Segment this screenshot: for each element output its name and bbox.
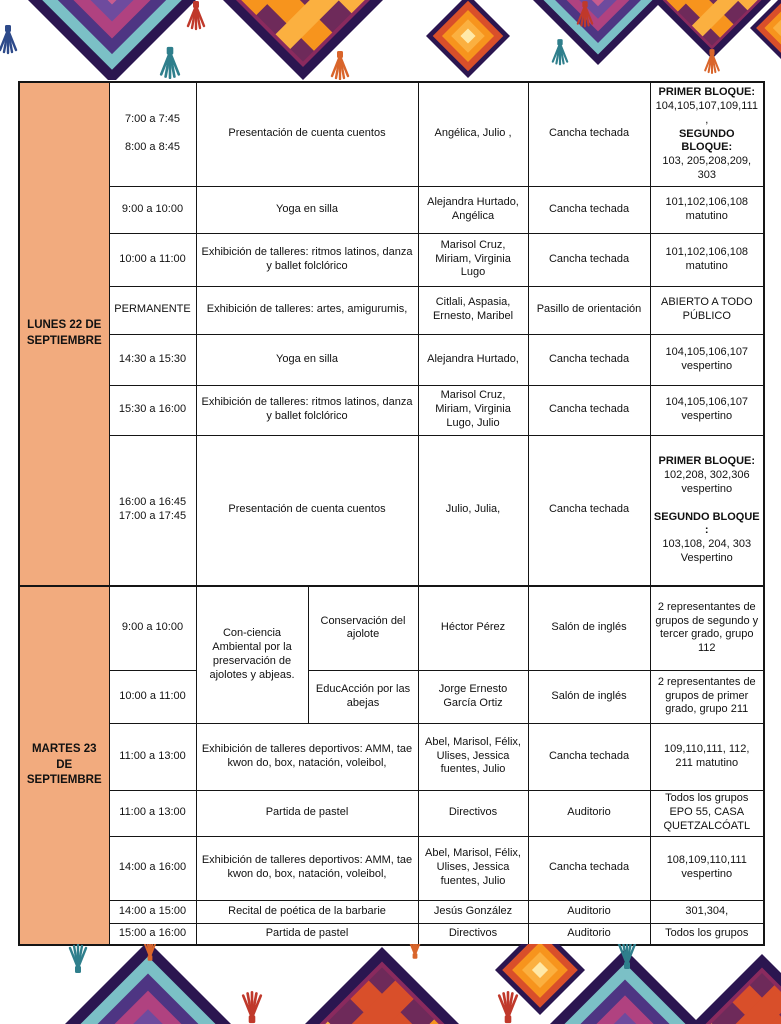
activity-cell: Exhibición de talleres: ritmos latinos, danza y ballet folclórico: [196, 233, 418, 286]
people-cell: Jorge Ernesto García Ortiz: [418, 670, 528, 723]
place-cell: Cancha techada: [528, 82, 650, 186]
table-row: [19, 385, 764, 435]
people-cell: Julio, Julia,: [418, 435, 528, 586]
activity-cell: Exhibición de talleres: artes, amigurumis,: [196, 286, 418, 334]
time-cell: 15:00 a 16:00: [109, 923, 196, 945]
activity-cell: Recital de poética de la barbarie: [196, 900, 418, 923]
top-border-art: [0, 0, 781, 80]
tassel: [553, 39, 567, 64]
people-cell: Angélica, Julio ,: [418, 82, 528, 186]
people-cell: Alejandra Hurtado, Angélica: [418, 186, 528, 233]
table-row: [19, 670, 764, 723]
time-cell: 7:00 a 7:45 8:00 a 8:45: [109, 82, 196, 186]
place-cell: Cancha techada: [528, 435, 650, 586]
tassel: [409, 944, 422, 959]
groups-cell: 101,102,106,108 matutino: [650, 186, 764, 233]
place-cell: Pasillo de orientación: [528, 286, 650, 334]
tassel: [243, 992, 261, 1023]
gods-eye-diamond-motif: [0, 0, 254, 80]
place-cell: Cancha techada: [528, 723, 650, 790]
place-cell: Auditorio: [528, 923, 650, 945]
people-cell: Abel, Marisol, Félix, Ulises, Jessica fuentes, Julio: [418, 723, 528, 790]
table-row: [19, 923, 764, 945]
table-row: [19, 723, 764, 790]
schedule-table: [18, 81, 765, 946]
people-cell: Citlali, Aspasia, Ernesto, Maribel: [418, 286, 528, 334]
tassel: [499, 992, 517, 1023]
groups-cell: 104,105,106,107 vespertino: [650, 334, 764, 385]
table-row: [19, 286, 764, 334]
activity-sub-cell: EducAcción por las abejas: [308, 670, 418, 723]
groups-cell: 101,102,106,108 matutino: [650, 233, 764, 286]
activity-cell: Yoga en silla: [196, 334, 418, 385]
people-cell: Alejandra Hurtado,: [418, 334, 528, 385]
people-cell: Jesús González: [418, 900, 528, 923]
place-cell: Auditorio: [528, 790, 650, 836]
groups-cell: 108,109,110,111 vespertino: [650, 836, 764, 900]
people-cell: Directivos: [418, 790, 528, 836]
place-cell: Cancha techada: [528, 334, 650, 385]
table-row: [19, 586, 764, 670]
people-cell: Abel, Marisol, Félix, Ulises, Jessica fuentes, Julio: [418, 836, 528, 900]
time-cell: 11:00 a 13:00: [109, 790, 196, 836]
tassel: [332, 51, 348, 79]
people-cell: Directivos: [418, 923, 528, 945]
groups-cell: 301,304,: [650, 900, 764, 923]
time-cell: 10:00 a 11:00: [109, 670, 196, 723]
groups-cell: ABIERTO A TODO PÚBLICO: [650, 286, 764, 334]
table-row: [19, 836, 764, 900]
bottom-border-decoration: [0, 944, 781, 1024]
table-row: [19, 186, 764, 233]
table-row: [19, 790, 764, 836]
table-row: [19, 900, 764, 923]
people-cell: Marisol Cruz, Miriam, Virginia Lugo: [418, 233, 528, 286]
people-cell: Marisol Cruz, Miriam, Virginia Lugo, Julio: [418, 385, 528, 435]
activity-cell: Exhibición de talleres deportivos: AMM, tae kwon do, box, natación, voleibol,: [196, 836, 418, 900]
activity-cell: Exhibición de talleres deportivos: AMM, tae kwon do, box, natación, voleibol,: [196, 723, 418, 790]
activity-sub-cell: Conservación del ajolote: [308, 586, 418, 670]
groups-cell: 2 representantes de grupos de primer grado, grupo 211: [650, 670, 764, 723]
schedule-body: [19, 82, 764, 945]
time-cell: 9:00 a 10:00: [109, 186, 196, 233]
day-cell: MARTES 23 DE SEPTIEMBRE: [19, 586, 109, 945]
groups-cell: PRIMER BLOQUE: 102,208, 302,306 vespertino SEGUNDO BLOQUE : 103,108, 204, 303 Vespertino: [650, 435, 764, 586]
activity-cell: Presentación de cuenta cuentos: [196, 435, 418, 586]
table-row: [19, 82, 764, 186]
tassel: [0, 25, 16, 53]
time-cell: 9:00 a 10:00: [109, 586, 196, 670]
groups-cell: PRIMER BLOQUE: 104,105,107,109,111 , SEGUNDO BLOQUE: 103, 205,208,209, 303: [650, 82, 764, 186]
table-row: [19, 334, 764, 385]
activity-cell: Yoga en silla: [196, 186, 418, 233]
time-cell: 11:00 a 13:00: [109, 723, 196, 790]
place-cell: Salón de inglés: [528, 586, 650, 670]
bottom-border-art: [0, 944, 781, 1024]
glow-diamond-motif: [426, 0, 510, 78]
activity-cell: Exhibición de talleres: ritmos latinos, danza y ballet folclórico: [196, 385, 418, 435]
place-cell: Cancha techada: [528, 836, 650, 900]
activity-main-cell: Con-ciencia Ambiental por la preservación de ajolotes y abjeas.: [196, 586, 308, 723]
place-cell: Salón de inglés: [528, 670, 650, 723]
groups-cell: 2 representantes de grupos de segundo y tercer grado, grupo 112: [650, 586, 764, 670]
groups-cell: 109,110,111, 112, 211 matutino: [650, 723, 764, 790]
table-row: [19, 435, 764, 586]
time-cell: 16:00 a 16:45 17:00 a 17:45: [109, 435, 196, 586]
day-cell: LUNES 22 DE SEPTIEMBRE: [19, 82, 109, 586]
groups-cell: Todos los grupos: [650, 923, 764, 945]
time-cell: 14:00 a 15:00: [109, 900, 196, 923]
place-cell: Cancha techada: [528, 186, 650, 233]
place-cell: Cancha techada: [528, 233, 650, 286]
time-cell: 14:30 a 15:30: [109, 334, 196, 385]
tassel: [161, 47, 179, 78]
time-cell: 15:30 a 16:00: [109, 385, 196, 435]
time-cell: PERMANENTE: [109, 286, 196, 334]
activity-cell: Partida de pastel: [196, 923, 418, 945]
tassel: [70, 945, 86, 973]
place-cell: Cancha techada: [528, 385, 650, 435]
activity-cell: Partida de pastel: [196, 790, 418, 836]
groups-cell: Todos los grupos EPO 55, CASA QUETZALCÓATL: [650, 790, 764, 836]
top-border-decoration: [0, 0, 781, 80]
activity-cell: Presentación de cuenta cuentos: [196, 82, 418, 186]
time-cell: 10:00 a 11:00: [109, 233, 196, 286]
time-cell: 14:00 a 16:00: [109, 836, 196, 900]
people-cell: Héctor Pérez: [418, 586, 528, 670]
groups-cell: 104,105,106,107 vespertino: [650, 385, 764, 435]
place-cell: Auditorio: [528, 900, 650, 923]
table-row: [19, 233, 764, 286]
